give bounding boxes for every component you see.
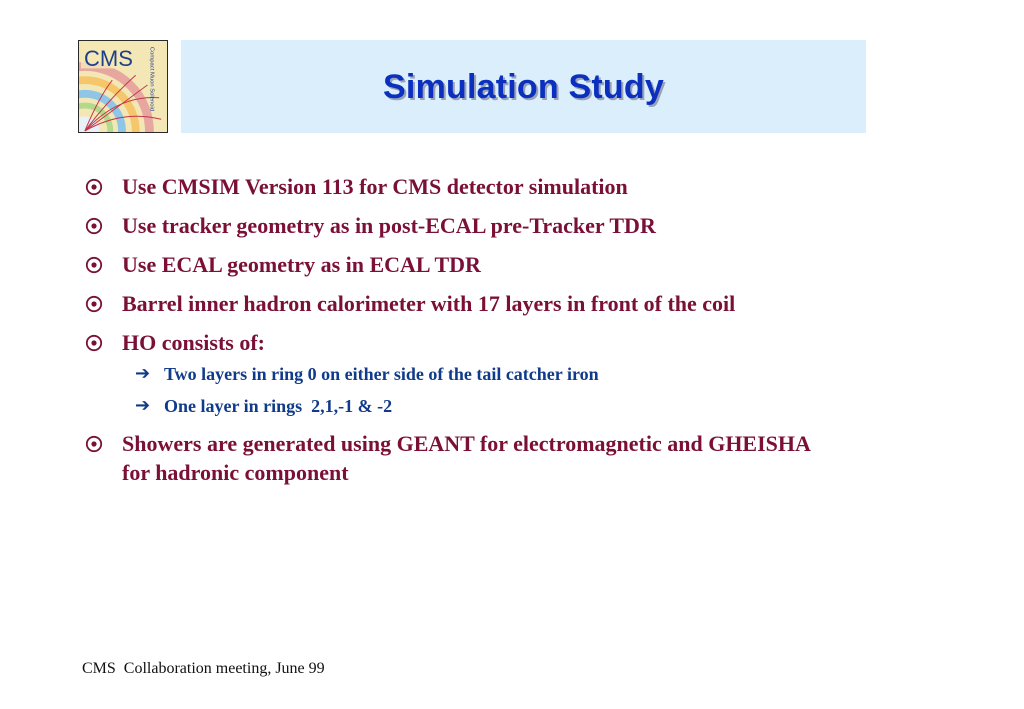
bullet-text: HO consists of: bbox=[122, 330, 265, 355]
cms-logo-icon bbox=[78, 40, 168, 133]
bullet-item bbox=[85, 172, 885, 201]
sub-bullet-text: One layer in rings 2,1,-1 & -2 bbox=[164, 396, 393, 416]
bullet-item bbox=[85, 250, 885, 279]
arrow-right-icon: ➔ bbox=[135, 395, 151, 416]
bullet-item bbox=[85, 211, 885, 240]
page-title: Simulation Study bbox=[383, 68, 664, 106]
circled-dot-bullet-icon bbox=[85, 334, 103, 352]
circled-dot-bullet-icon bbox=[85, 178, 103, 196]
bullet-text: Use CMSIM Version 113 for CMS detector simulation bbox=[122, 174, 628, 199]
title-band bbox=[181, 40, 866, 133]
sub-bullet-item bbox=[85, 395, 885, 417]
circled-dot-bullet-icon bbox=[85, 435, 103, 453]
bullet-list bbox=[85, 172, 885, 497]
bullet-text: Use tracker geometry as in post-ECAL pre-Tracker TDR bbox=[122, 213, 656, 238]
footer-text: CMS Collaboration meeting, June 99 bbox=[82, 660, 325, 677]
bullet-text: Showers are generated using GEANT for electromagnetic and GHEISHA for hadronic component bbox=[122, 431, 810, 485]
arrow-right-icon: ➔ bbox=[135, 363, 151, 384]
circled-dot-bullet-icon bbox=[85, 295, 103, 313]
bullet-item bbox=[85, 328, 885, 357]
sub-bullet-text: Two layers in ring 0 on either side of the tail catcher iron bbox=[164, 364, 599, 384]
bullet-text: Barrel inner hadron calorimeter with 17 layers in front of the coil bbox=[122, 291, 736, 316]
bullet-item bbox=[85, 289, 885, 318]
sub-bullet-item bbox=[85, 363, 885, 385]
circled-dot-bullet-icon bbox=[85, 256, 103, 274]
bullet-item bbox=[85, 429, 842, 487]
svg-text:Compact Muon Solenoid: Compact Muon Solenoid bbox=[148, 46, 155, 112]
cms-logo-text: CMS bbox=[84, 46, 133, 71]
circled-dot-bullet-icon bbox=[85, 217, 103, 235]
bullet-text: Use ECAL geometry as in ECAL TDR bbox=[122, 252, 481, 277]
